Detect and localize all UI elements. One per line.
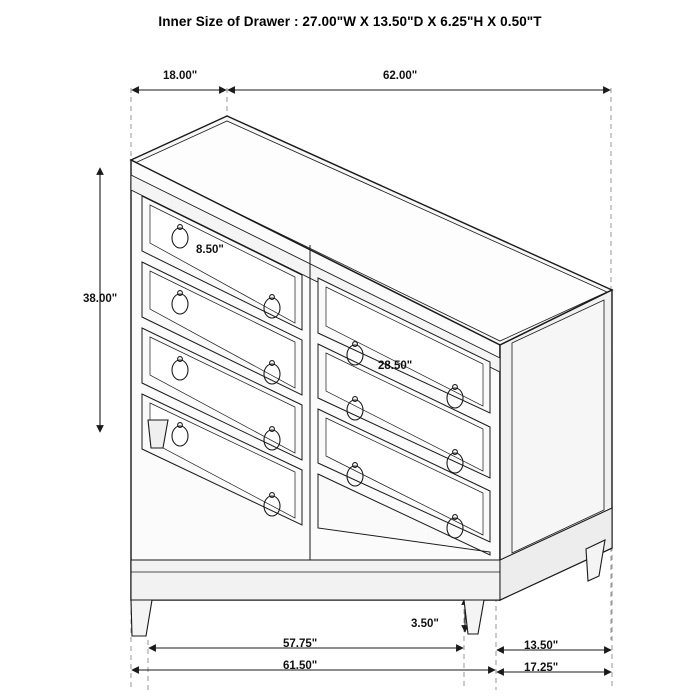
dim-drawer-height: 8.50" bbox=[196, 244, 224, 256]
dim-depth-top: 18.00" bbox=[163, 70, 198, 82]
dim-width-top: 62.00" bbox=[383, 70, 418, 82]
dim-side-depth: 13.50" bbox=[524, 640, 559, 652]
dim-height-left: 38.00" bbox=[83, 293, 118, 305]
dresser-body bbox=[131, 116, 612, 636]
dim-overall-width: 61.50" bbox=[283, 660, 318, 672]
dim-front-width: 57.75" bbox=[283, 638, 318, 650]
dim-drawer-width: 28.50" bbox=[378, 360, 413, 372]
page-title: Inner Size of Drawer : 27.00"W X 13.50"D X 6.25"H X 0.50"T bbox=[158, 14, 542, 29]
dim-overall-depth: 17.25" bbox=[524, 662, 559, 674]
dim-leg-height: 3.50" bbox=[411, 618, 439, 630]
